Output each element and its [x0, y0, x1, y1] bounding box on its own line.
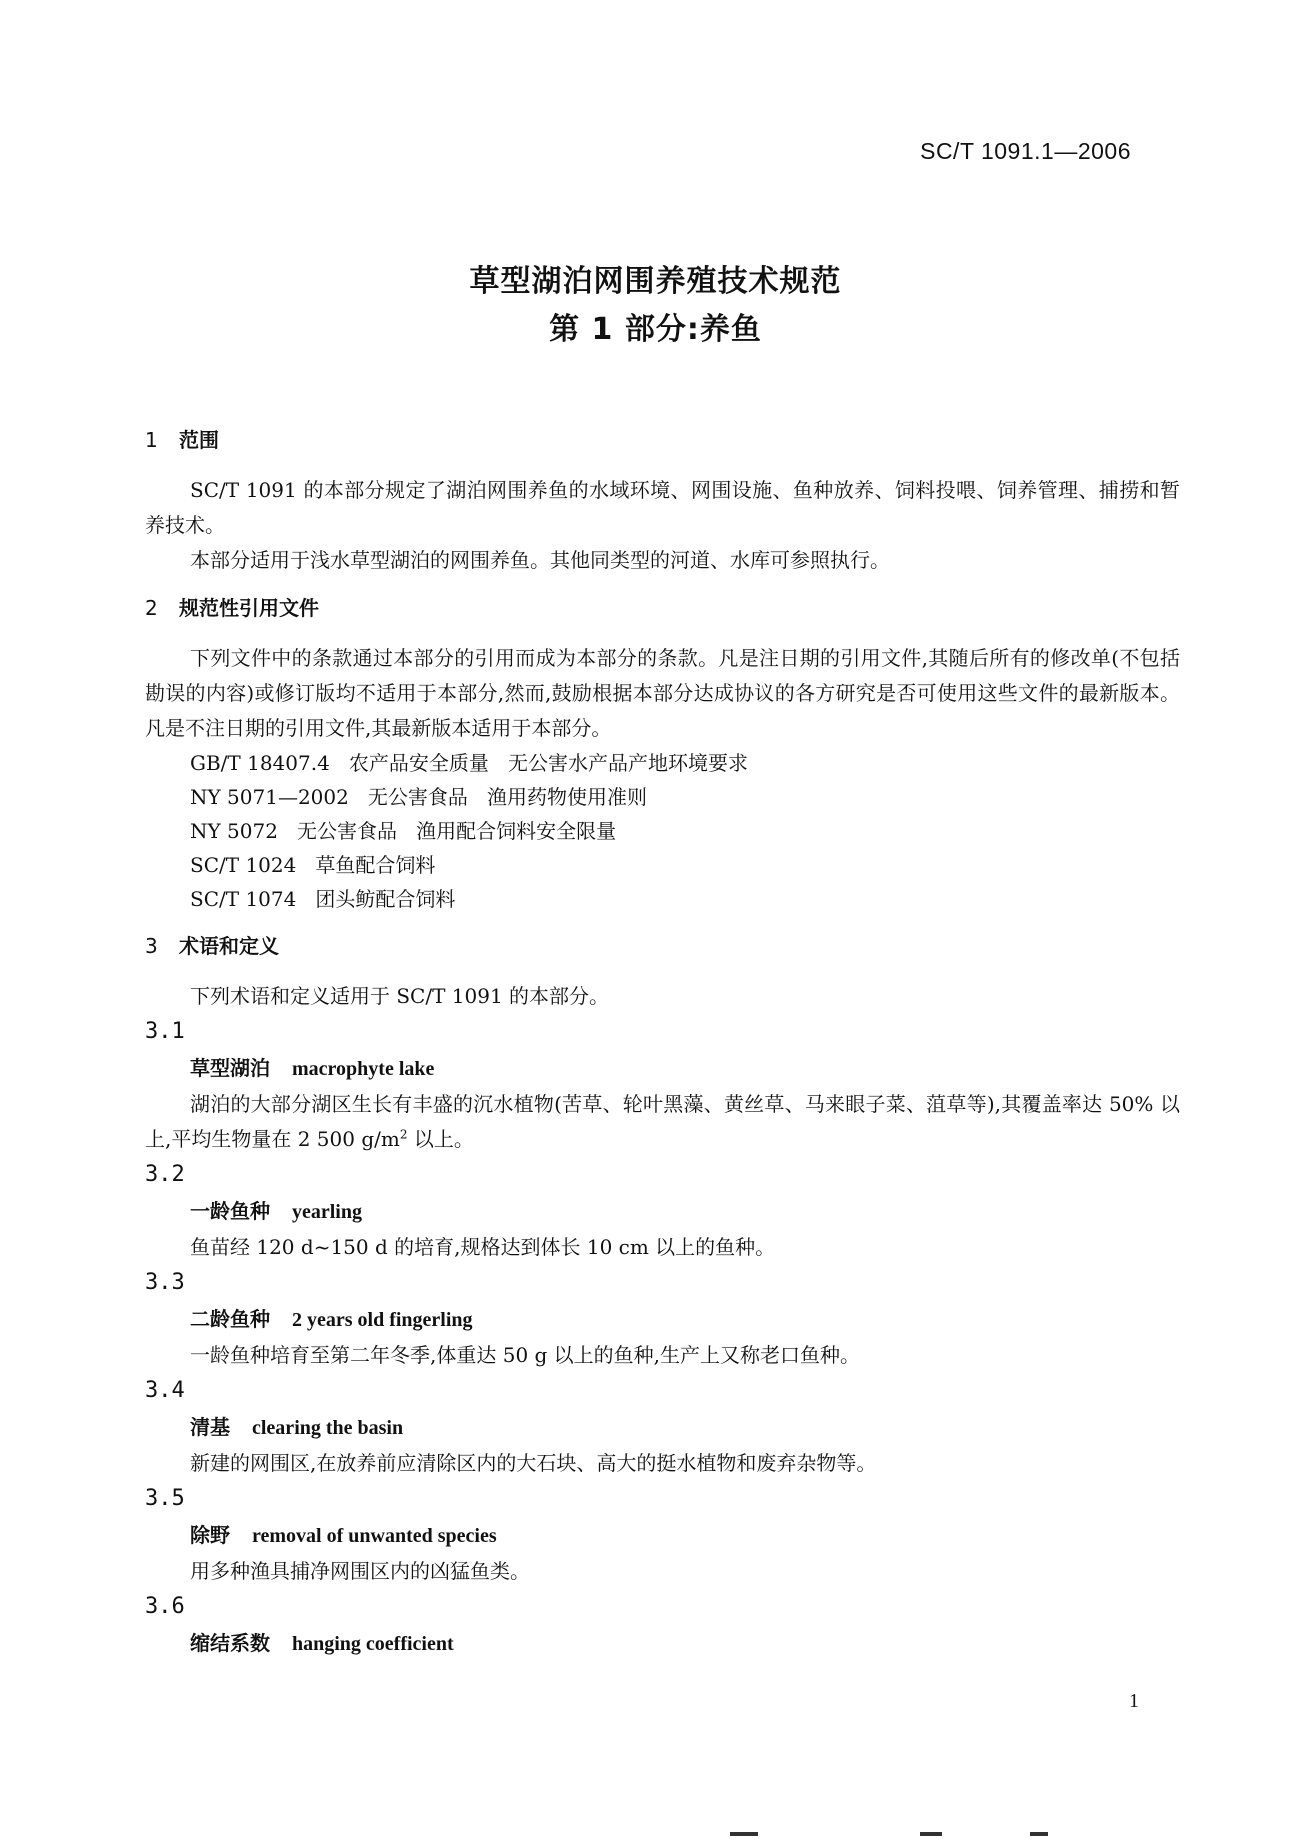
term-en: macrophyte lake: [292, 1058, 435, 1080]
term-heading: [145, 1409, 1180, 1446]
term-heading: [145, 1050, 1180, 1087]
term-definition: 鱼苗经 120 d~150 d 的培育,规格达到体长 10 cm 以上的鱼种。: [190, 1235, 776, 1259]
section-heading-normative-references: [145, 592, 1180, 621]
term-number: 3.3: [145, 1270, 185, 1295]
document-title: 草型湖泊网围养殖技术规范: [469, 264, 842, 299]
superscript: 2: [399, 1127, 408, 1142]
paragraph: 下列文件中的条款通过本部分的引用而成为本部分的条款。凡是注日期的引用文件,其随后所有的修改单(不包括勘误的内容)或修订版均不适用于本部分,然而,鼓励根据本部分达成协议的各方研究是否可使用这些文件的最新版本。凡是不注日期的引用文件,其最新版本适用于本部分。: [145, 646, 1180, 740]
term-definition: [145, 1087, 1180, 1157]
term-definition: 用多种渔具捕净网围区内的凶猛鱼类。: [190, 1559, 530, 1583]
section-heading-terms: [145, 930, 1180, 959]
section-number: 3: [145, 934, 158, 958]
reference-item: SC/T 1074 团头鲂配合饲料: [190, 887, 456, 911]
term-definition: 一龄鱼种培育至第二年冬季,体重达 50 g 以上的鱼种,生产上又称老口鱼种。: [190, 1343, 861, 1367]
term-heading: [145, 1301, 1180, 1338]
term-zh: 二龄鱼种: [190, 1307, 270, 1331]
term-zh: 清基: [190, 1415, 230, 1439]
term-en: hanging coefficient: [292, 1633, 454, 1655]
term-en: 2 years old fingerling: [292, 1309, 473, 1331]
term-number: 3.2: [145, 1162, 185, 1187]
term-definition-tail: 以上。: [407, 1127, 474, 1151]
term-en: yearling: [292, 1201, 362, 1223]
paragraph: 下列术语和定义适用于 SC/T 1091 的本部分。: [190, 984, 610, 1008]
term-zh: 草型湖泊: [190, 1056, 270, 1080]
paragraph: SC/T 1091 的本部分规定了湖泊网围养鱼的水域环境、网围设施、鱼种放养、饲料投喂、饲养管理、捕捞和暂养技术。: [145, 478, 1180, 537]
term-definition: 新建的网围区,在放养前应清除区内的大石块、高大的挺水植物和废弃杂物等。: [190, 1451, 877, 1475]
scan-artifact-mark: [920, 1832, 942, 1836]
section-number: 2: [145, 596, 158, 620]
section-title: 术语和定义: [179, 934, 279, 958]
document-body: [145, 424, 1180, 1662]
term-heading: [145, 1625, 1180, 1662]
paragraph: 本部分适用于浅水草型湖泊的网围养鱼。其他同类型的河道、水库可参照执行。: [190, 548, 890, 572]
section-heading-scope: [145, 424, 1180, 453]
term-definition-text: 湖泊的大部分湖区生长有丰盛的沉水植物(苦草、轮叶黑藻、黄丝草、马来眼子菜、菹草等),其覆盖率达 50% 以上,平均生物量在 2 500 g/m: [145, 1092, 1180, 1151]
section-number: 1: [145, 428, 158, 452]
term-number: 3.4: [145, 1378, 185, 1403]
term-zh: 一龄鱼种: [190, 1199, 270, 1223]
term-heading: [145, 1193, 1180, 1230]
term-number: 3.5: [145, 1486, 185, 1511]
scan-artifact-mark: [730, 1832, 758, 1836]
term-zh: 除野: [190, 1523, 230, 1547]
reference-item: NY 5071—2002 无公害食品 渔用药物使用准则: [190, 785, 648, 809]
reference-item: NY 5072 无公害食品 渔用配合饲料安全限量: [190, 819, 617, 843]
page-number: 1: [1129, 1690, 1139, 1712]
term-number: 3.6: [145, 1594, 185, 1619]
scan-artifact-mark: [1030, 1832, 1048, 1836]
document-subtitle: 第 1 部分:养鱼: [549, 312, 762, 347]
term-heading: [145, 1517, 1180, 1554]
reference-item: GB/T 18407.4 农产品安全质量 无公害水产品产地环境要求: [190, 751, 748, 775]
reference-item: SC/T 1024 草鱼配合饲料: [190, 853, 436, 877]
term-en: removal of unwanted species: [252, 1525, 497, 1547]
term-number: 3.1: [145, 1019, 185, 1044]
term-en: clearing the basin: [252, 1417, 404, 1439]
section-title: 规范性引用文件: [179, 596, 319, 620]
term-zh: 缩结系数: [190, 1631, 270, 1655]
standard-code: SC/T 1091.1—2006: [920, 138, 1131, 164]
section-title: 范围: [179, 428, 219, 452]
